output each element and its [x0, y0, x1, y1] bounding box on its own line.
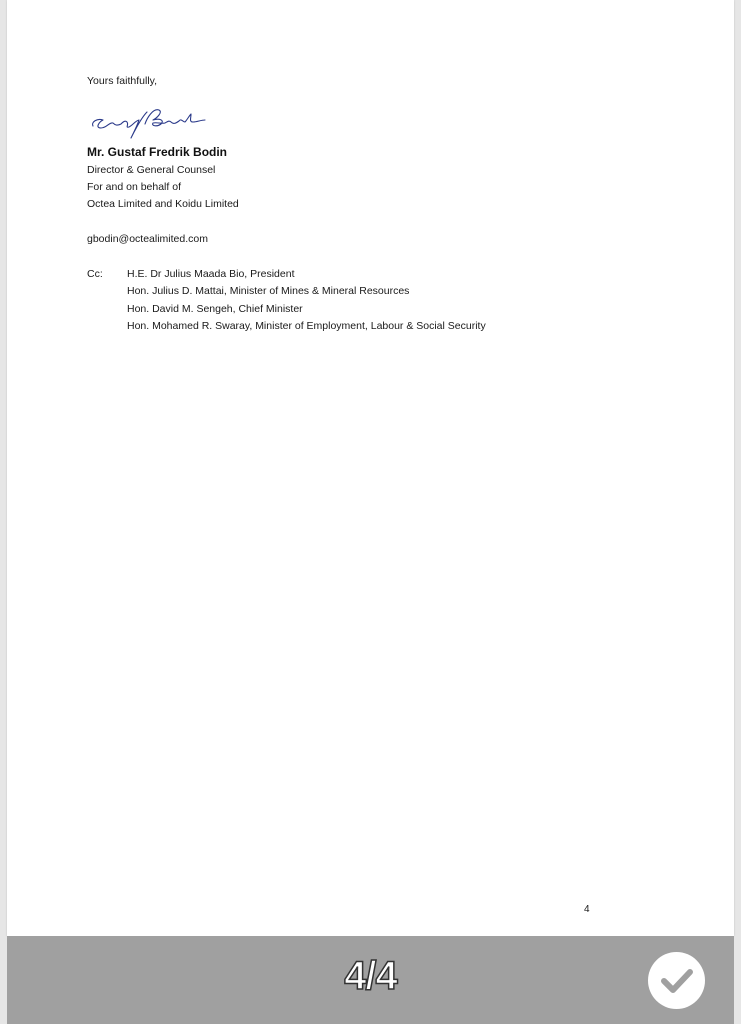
closing-salutation: Yours faithfully, — [87, 75, 158, 87]
page-number: 4 — [584, 904, 590, 915]
cc-recipient: H.E. Dr Julius Maada Bio, President — [127, 268, 295, 280]
cc-recipient: Hon. Julius D. Mattai, Minister of Mines & Mineral Resources — [127, 285, 410, 298]
checkmark-icon — [648, 952, 705, 1009]
cc-recipient: Hon. Mohamed R. Swaray, Minister of Employment, Labour & Social Security — [127, 319, 486, 332]
signatory-email: gbodin@octealimited.com — [87, 233, 208, 245]
signatory-title: Director & General Counsel — [87, 164, 216, 176]
signatory-name: Mr. Gustaf Fredrik Bodin — [87, 145, 228, 159]
document-page[interactable] — [7, 0, 734, 936]
bottom-toolbar — [7, 936, 734, 1024]
cc-label: Cc: — [87, 268, 103, 280]
page-counter: 4/4 — [344, 954, 397, 998]
signatory-behalf: For and on behalf of — [87, 181, 181, 193]
cc-recipient: Hon. David M. Sengeh, Chief Minister — [127, 302, 303, 315]
confirm-button[interactable] — [648, 952, 705, 1009]
signature-image — [87, 104, 217, 140]
signatory-company: Octea Limited and Koidu Limited — [87, 198, 239, 210]
cc-list — [127, 266, 486, 335]
